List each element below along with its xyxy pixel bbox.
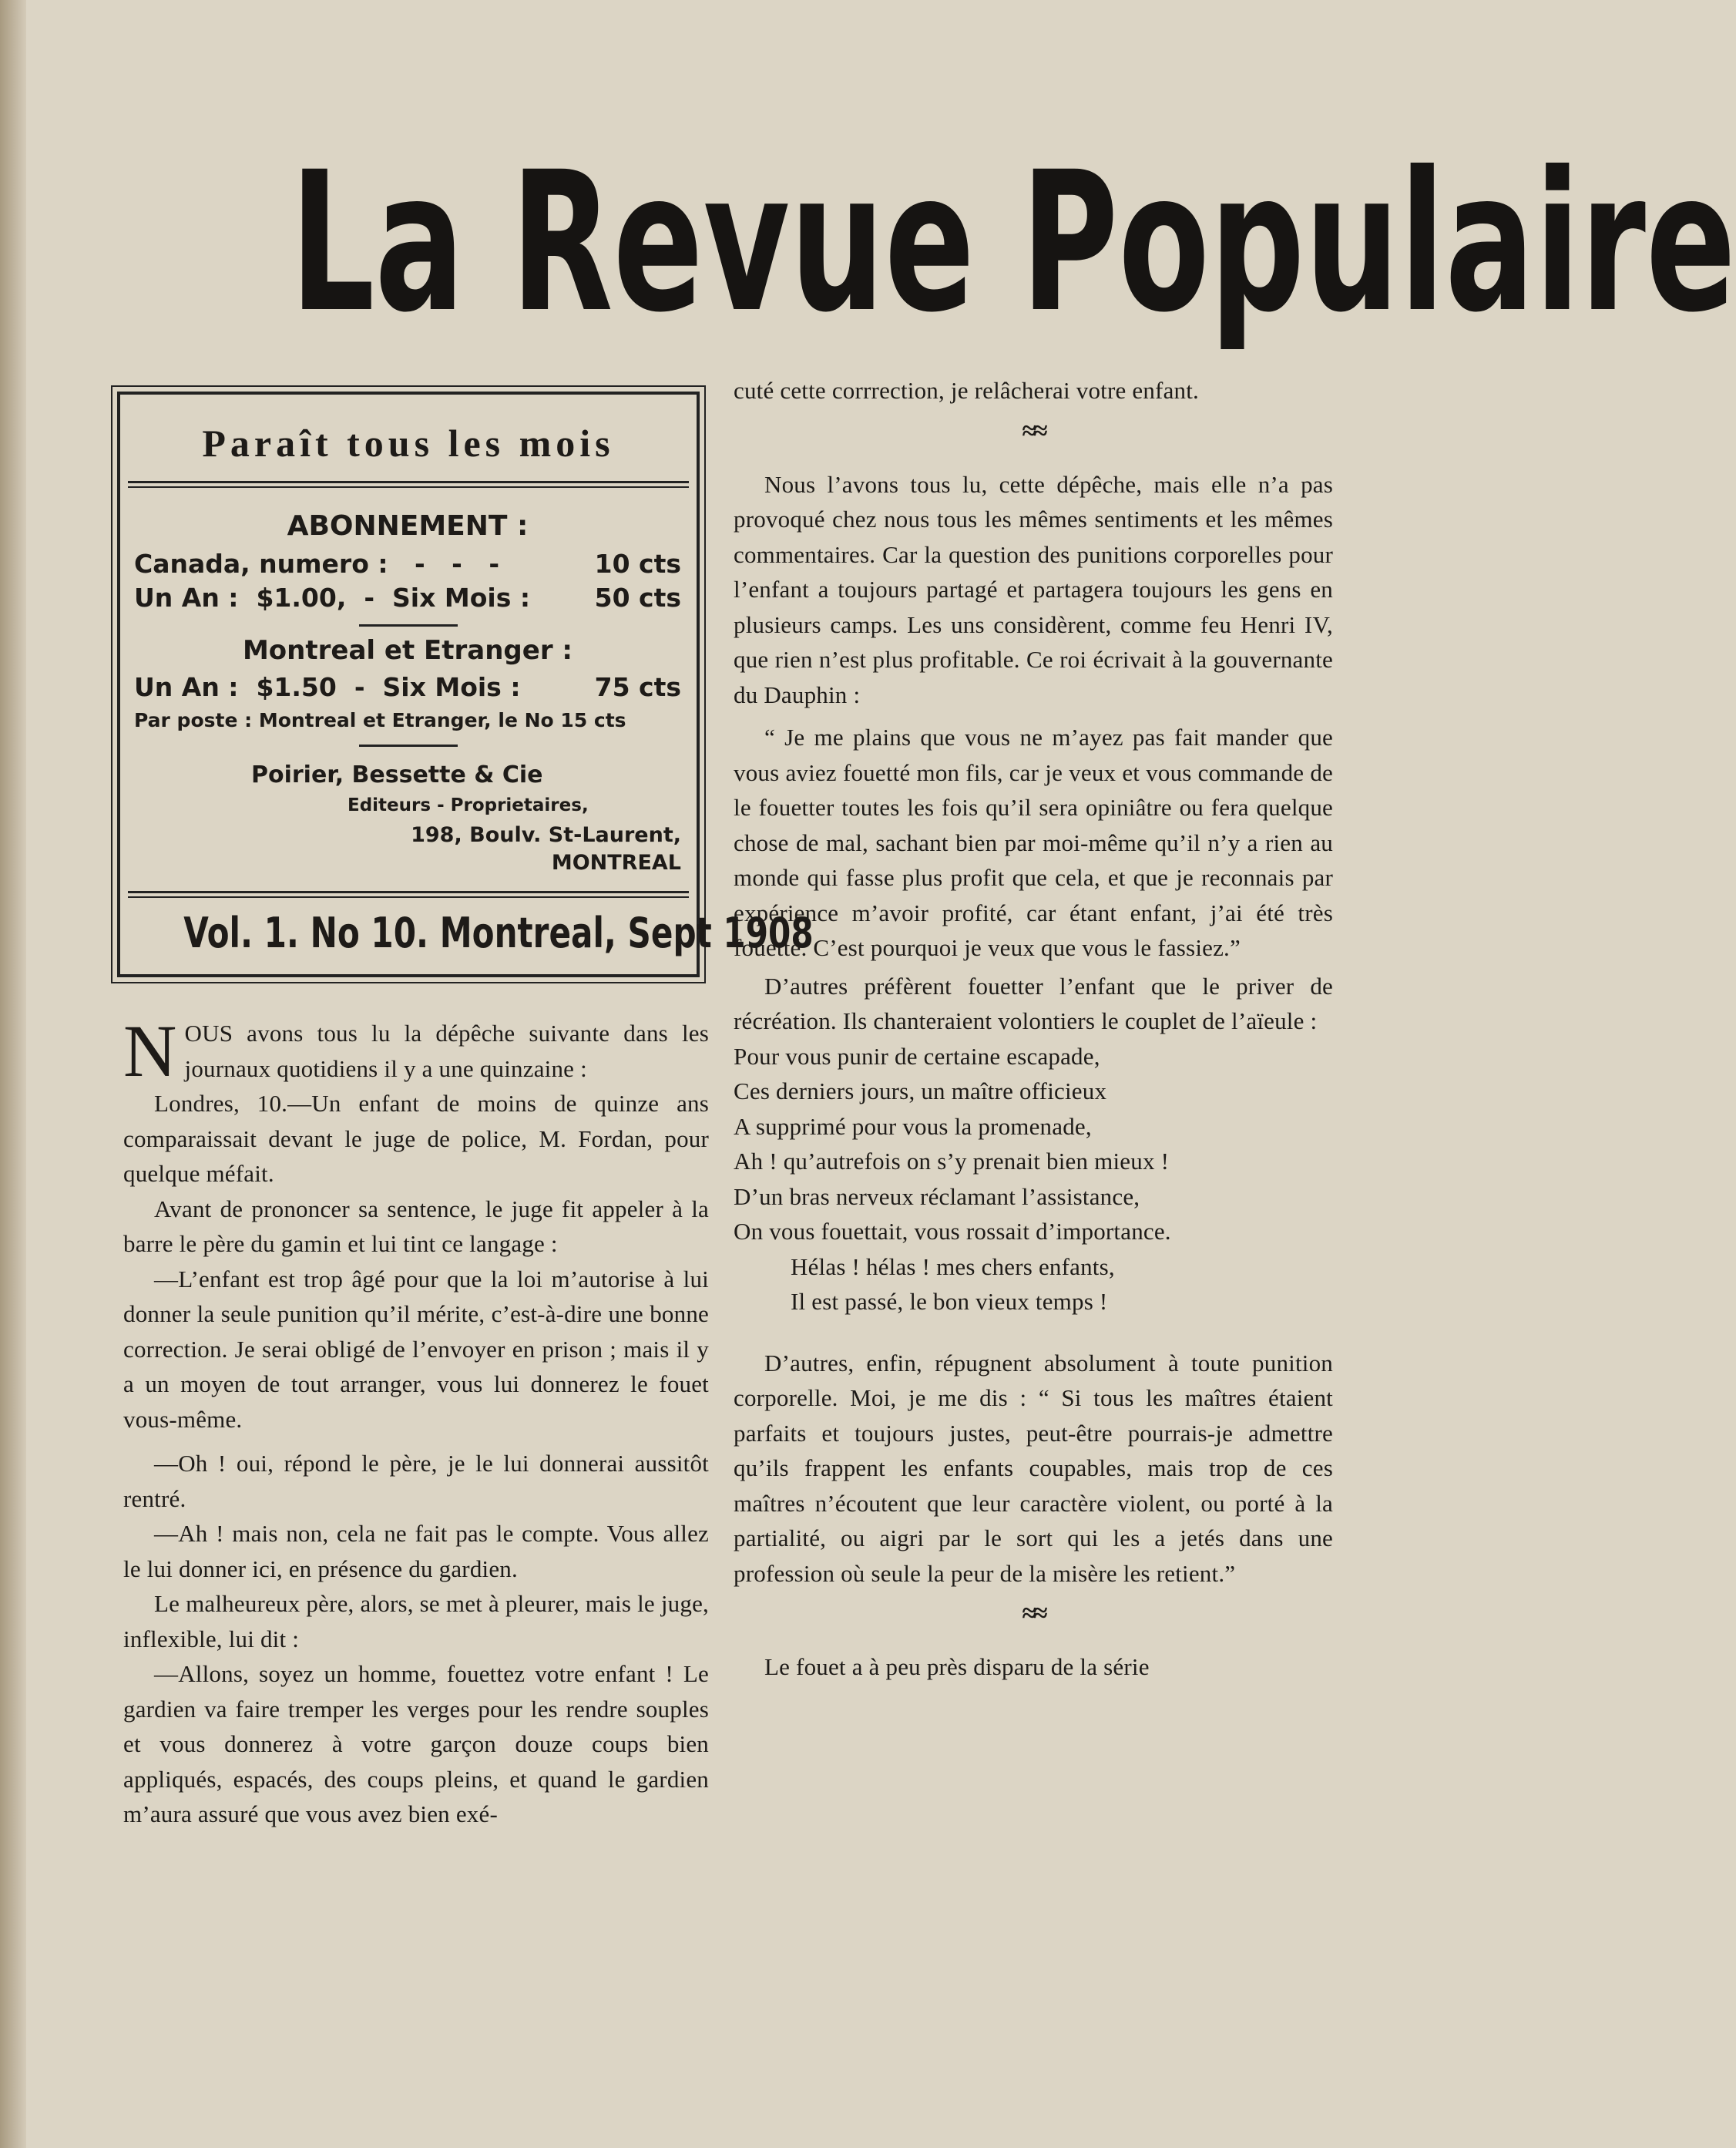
page-edge (0, 0, 26, 2148)
canada-price: 10 cts (594, 549, 681, 579)
left-paragraph-3: Avant de prononcer sa sentence, le juge fit appeler à la barre le père du gamin et lui tint ce langage : (123, 1195, 709, 1257)
left-paragraph-1-text: OUS avons tous lu la dépêche suivante dans les journaux quotidiens il y a une quinzaine : (184, 1020, 709, 1082)
foreign-price: 75 cts (594, 672, 681, 702)
left-paragraph-7: Le malheureux père, alors, se met à pleurer, mais le juge, inflexible, lui dit : (123, 1590, 709, 1652)
verse-line: Ces derniers jours, un maître officieux (734, 1077, 1107, 1104)
right-paragraph-4: D’autres préfèrent fouetter l’enfant que le priver de récréation. Ils chanteraient volontiers le couplet de l’aïeule : (734, 972, 1333, 1034)
year-label: Un An : $1.00, - Six Mois : (134, 583, 531, 613)
double-rule (128, 481, 689, 488)
short-rule (359, 624, 458, 627)
year-price-line (134, 583, 681, 613)
canada-label: Canada, numero : - - - (134, 549, 500, 579)
right-column (734, 373, 1333, 1685)
right-paragraph-5: D’autres, enfin, répugnent absolument à toute punition corporelle. Moi, je me dis : “ Si tous les maîtres étaient parfaits et toujours justes, peut-être pourrais-je admettre qu’ils frappent les enfants coupables, mais trop de ces maîtres n’écoutent que leur caractère violent, ou porté à la partialité, ou aigri par le sort qui les a jetés dans une profession où seule la peur de la misère les retient.” (734, 1349, 1333, 1587)
masthead-title: La Revue Populaire (290, 130, 1736, 355)
publisher-name: Poirier, Bessette & Cie (251, 761, 543, 788)
double-rule-2 (128, 891, 689, 898)
verse-block (734, 1039, 1333, 1319)
volume-line: Vol. 1. No 10. Montreal, Sept 1908 (183, 909, 814, 957)
ornament-divider-2: ≈≈ (1022, 1599, 1045, 1628)
subscription-heading: ABONNEMENT : (287, 510, 529, 542)
publisher-line-1: Editeurs - Proprietaires, (348, 795, 589, 815)
verse-line: Il est passé, le bon vieux temps ! (791, 1288, 1108, 1315)
short-rule-2 (359, 745, 458, 747)
left-paragraph-2: Londres, 10.—Un enfant de moins de quinze ans comparaissait devant le juge de police, M. Fordan, pour quelque méfait. (123, 1090, 709, 1187)
right-paragraph-1: cuté cette corrrection, je relâcherai votre enfant. (734, 377, 1199, 404)
verse-line: D’un bras nerveux réclamant l’assistance, (734, 1182, 1140, 1210)
left-paragraph-8: —Allons, soyez un homme, fouettez votre enfant ! Le gardien va faire tremper les verges pour les rendre souples et vous donnerez à votre garçon douze coups bien appliqués, espacés, des coups pleins, et quand le gardien m’aura assuré que vous avez bien exé- (123, 1660, 709, 1827)
right-paragraph-3: “ Je me plains que vous ne m’ayez pas fait mander que vous aviez fouetté mon fils, car je veux et vous commande de le fouetter toutes les fois qu’il sera opiniâtre ou fera quelque chose de mal, sachant bien par moi-même qu’il n’y a rien au monde qui fasse plus profit que cela, et que je reconnais par expérience m’avoir profité, car étant enfant, j’ai été très fouetté. C’est pourquoi je veux que vous le fassiez.” (734, 724, 1333, 961)
verse-line: A supprimé pour vous la promenade, (734, 1112, 1092, 1140)
ornament-divider: ≈≈ (1022, 416, 1045, 445)
left-column (123, 1010, 709, 1832)
left-paragraph-6: —Ah ! mais non, cela ne fait pas le compte. Vous allez le lui donner ici, en présence du gardien. (123, 1520, 709, 1582)
six-month-price: 50 cts (594, 583, 681, 613)
right-paragraph-6: Le fouet a à peu près disparu de la série (764, 1653, 1150, 1680)
drop-cap: N (123, 1010, 177, 1092)
left-paragraph-4: —L’enfant est trop âgé pour que la loi m’autorise à lui donner la seule punition qu’il mérite, c’est-à-dire une bonne correction. Je serai obligé de l’envoyer en prison ; mais il y a un moyen de tout arranger, vous lui donnerez le fouet vous-même. (123, 1265, 709, 1433)
verse-line: Hélas ! hélas ! mes chers enfants, (791, 1252, 1115, 1280)
verse-line: Pour vous punir de certaine escapade, (734, 1042, 1100, 1070)
publisher-line-3: MONTREAL (551, 851, 681, 875)
frequency-line: Paraît tous les mois (202, 422, 615, 465)
foreign-price-line (134, 672, 681, 703)
left-paragraph-1 (123, 1010, 709, 1092)
left-paragraph-5: —Oh ! oui, répond le père, je le lui donnerai aussitôt rentré. (123, 1450, 709, 1512)
subscription-box (117, 392, 814, 977)
publisher-line-2: 198, Boulv. St-Laurent, (411, 823, 681, 847)
canada-price-line (134, 549, 681, 580)
verse-line: Ah ! qu’autrefois on s’y prenait bien mieux ! (734, 1148, 1170, 1175)
foreign-heading: Montreal et Etranger : (242, 635, 573, 666)
verse-line: On vous fouettait, vous rossait d’importance. (734, 1218, 1171, 1245)
foreign-label: Un An : $1.50 - Six Mois : (134, 672, 521, 702)
right-paragraph-2: Nous l’avons tous lu, cette dépêche, mais elle n’a pas provoqué chez nous tous les mêmes sentiments et les mêmes commentaires. Car la question des punitions corporelles pour l’enfant a toujours partagé et partagera toujours les gens en plusieurs camps. Les uns considèrent, comme feu Henri IV, que rien n’est plus profitable. Ce roi écrivait à la gouvernante du Dauphin : (734, 470, 1333, 708)
post-price-line: Par poste : Montreal et Etranger, le No 15 cts (134, 709, 626, 731)
